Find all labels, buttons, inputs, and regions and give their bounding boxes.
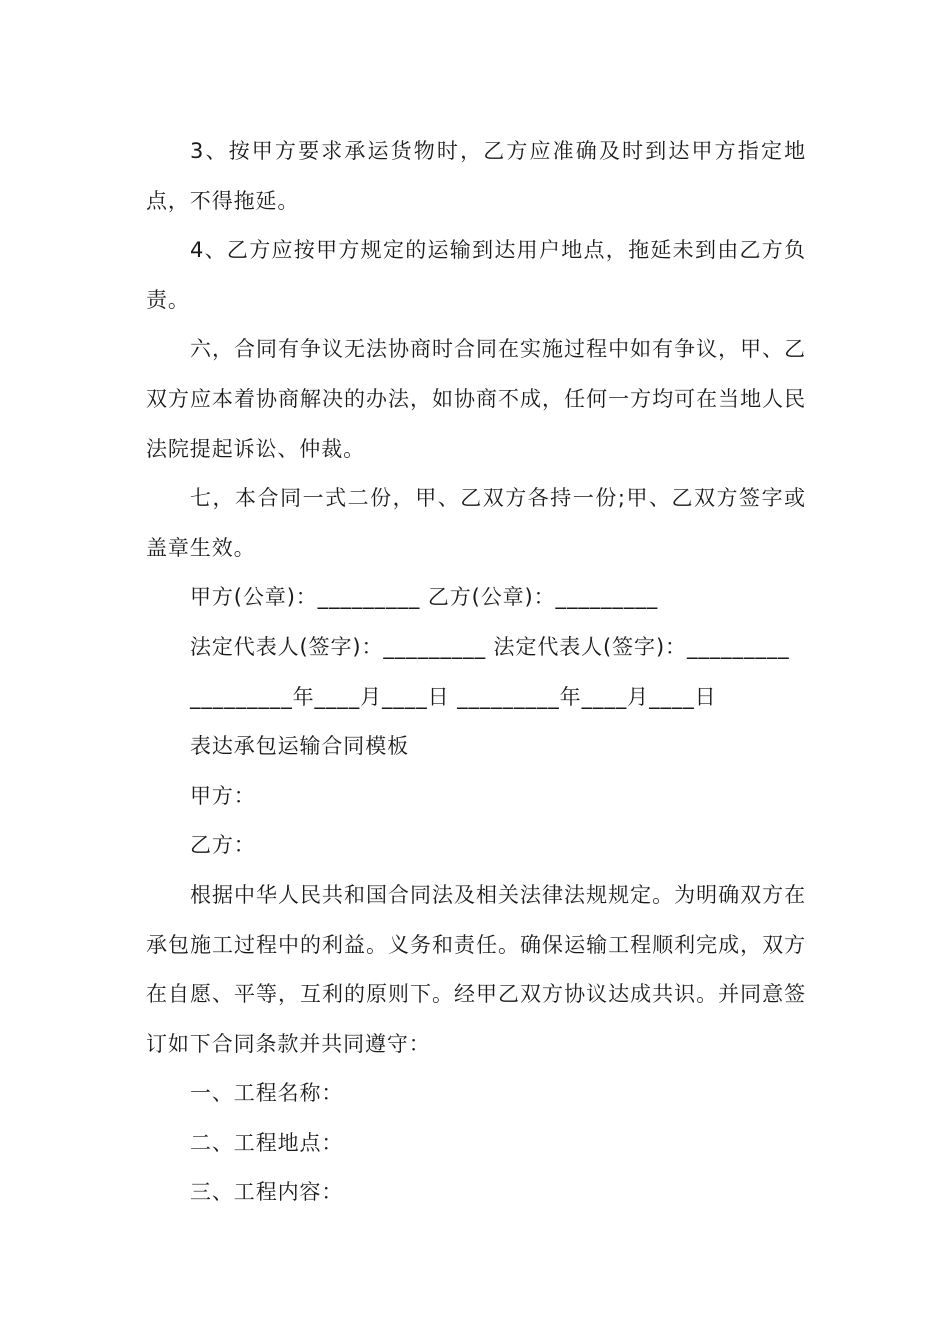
item-project-name: 一、工程名称： — [190, 1081, 344, 1106]
item-project-content: 三、工程内容： — [190, 1180, 344, 1205]
signature-seal-line: 甲方(公章)：_________ 乙方(公章)：_________ — [190, 585, 659, 610]
item-project-location: 二、工程地点： — [190, 1130, 344, 1155]
template-title: 表达承包运输合同模板 — [190, 734, 409, 759]
clause-4: 4、乙方应按甲方规定的运输到达用户地点，拖延未到由乙方负责。 — [146, 238, 806, 312]
clause-3: 3、按甲方要求承运货物时，乙方应准确及时到达甲方指定地点，不得拖延。 — [146, 139, 806, 213]
document-body — [146, 127, 806, 1218]
signature-representative-line: 法定代表人(签字)：_________ 法定代表人(签字)：_________ — [190, 634, 790, 659]
signature-date-line: _________年____月____日 _________年____月____日 — [190, 684, 717, 709]
intro-paragraph: 根据中华人民共和国合同法及相关法律法规规定。为明确双方在承包施工过程中的利益。义务和责任。确保运输工程顺利完成，双方在自愿、平等，互利的原则下。经甲乙双方协议达成共识。并同意签订如下合同条款并共同遵守： — [146, 882, 806, 1056]
party-a-label: 甲方： — [190, 783, 256, 808]
clause-seven-copies: 七，本合同一式二份，甲、乙双方各持一份;甲、乙双方签字或盖章生效。 — [146, 486, 806, 560]
clause-six-dispute: 六，合同有争议无法协商时合同在实施过程中如有争议，甲、乙双方应本着协商解决的办法，如协商不成，任何一方均可在当地人民法院提起诉讼、仲裁。 — [146, 337, 806, 461]
party-b-label: 乙方： — [190, 833, 256, 858]
